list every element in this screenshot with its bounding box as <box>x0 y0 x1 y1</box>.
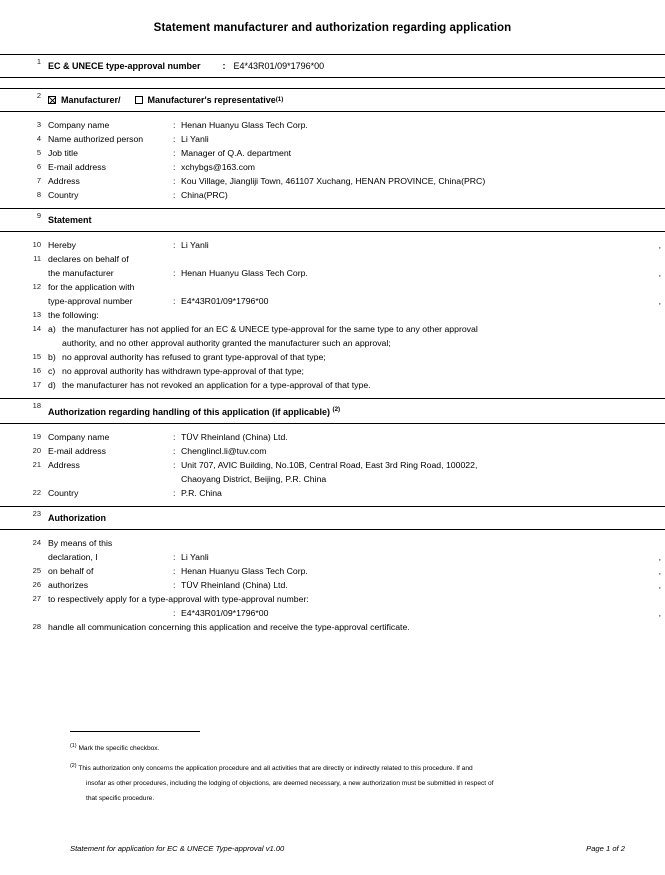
detail-row <box>0 118 665 132</box>
field-value: Unit 707, AVIC Building, No.10B, Central Road, East 3rd Ring Road, 100022, <box>181 460 478 470</box>
approval-number-separator: : <box>222 61 226 71</box>
authorization-row <box>0 564 665 578</box>
line-number: 28 <box>32 622 41 631</box>
line-number: 10 <box>32 240 41 249</box>
statement-label: Statement <box>48 215 92 225</box>
field-value: Manager of Q.A. department <box>181 148 292 158</box>
field-label: declares on behalf of <box>48 254 129 264</box>
field-value: Henan Huanyu Glass Tech Corp. <box>181 268 308 278</box>
statement-row <box>0 252 665 280</box>
line-number: 11 <box>33 254 41 263</box>
line-number: 13 <box>32 310 41 319</box>
detail-row <box>0 132 665 146</box>
authorization-details <box>0 430 665 500</box>
field-label: Job title <box>48 148 78 158</box>
page-title: Statement manufacturer and authorization regarding application <box>153 22 512 34</box>
field-value: Henan Huanyu Glass Tech Corp. <box>181 566 308 576</box>
field-label: Address <box>48 460 80 470</box>
field-value: Kou Village, Jiangliji Town, 461107 Xuchang, HENAN PROVINCE, China(PRC) <box>181 176 486 186</box>
authorization-body <box>0 536 665 634</box>
field-label: Address <box>48 176 80 186</box>
detail-row <box>0 444 665 458</box>
field-separator: : <box>173 296 176 306</box>
line-number: 26 <box>32 580 41 589</box>
detail-row <box>0 188 665 202</box>
item-text-line2: authority, and no other approval authority granted the manufacturer such an approval; <box>62 338 391 348</box>
item-text: no approval authority has withdrawn type-approval of that type; <box>62 366 304 376</box>
field-label: By means of this <box>48 538 113 548</box>
field-label: Name authorized person <box>48 134 144 144</box>
field-separator: : <box>173 432 176 442</box>
footnotes <box>70 731 625 809</box>
field-value: TÜV Rheinland (China) Ltd. <box>181 580 288 590</box>
footnote-divider <box>70 731 200 732</box>
footnote-marker-1: (1) <box>275 96 284 103</box>
field-separator: : <box>173 190 176 200</box>
item-marker: b) <box>48 352 56 362</box>
line-number: 5 <box>36 148 41 157</box>
field-value-line2: Chaoyang District, Beijing, P.R. China <box>181 474 327 484</box>
representative-checkbox[interactable] <box>135 96 143 104</box>
field-separator: : <box>173 608 176 618</box>
field-separator: : <box>173 580 176 590</box>
field-label: on behalf of <box>48 566 94 576</box>
detail-row <box>0 486 665 500</box>
field-value: xchybgs@163.com <box>181 162 256 172</box>
field-label: Country <box>48 488 79 498</box>
field-value: Chenglincl.li@tuv.com <box>181 446 267 456</box>
item-marker: a) <box>48 324 56 334</box>
field-value: TÜV Rheinland (China) Ltd. <box>181 432 288 442</box>
line-number: 24 <box>32 538 41 547</box>
field-separator: : <box>173 162 176 172</box>
footnote-1 <box>70 739 625 756</box>
line-number: 25 <box>32 566 41 575</box>
line-number: 4 <box>36 134 41 143</box>
field-value: Henan Huanyu Glass Tech Corp. <box>181 120 308 130</box>
authorization-row <box>0 578 665 592</box>
authorization-section-header <box>0 506 665 530</box>
authorization-label: Authorization <box>48 513 106 523</box>
field-value: E4*43R01/09*1796*00 <box>181 296 269 306</box>
field-label: E-mail address <box>48 446 106 456</box>
item-text: no approval authority has refused to grant type-approval of that type; <box>62 352 326 362</box>
line-number: 14 <box>32 324 41 333</box>
line-number: 7 <box>36 176 41 185</box>
line-number: 19 <box>32 432 41 441</box>
line-number: 16 <box>32 366 41 375</box>
field-separator: : <box>173 488 176 498</box>
manufacturer-label: Manufacturer/ <box>61 95 121 105</box>
statement-row <box>0 280 665 308</box>
line-number: 8 <box>36 190 41 199</box>
field-label: Hereby <box>48 240 77 250</box>
field-label: Company name <box>48 432 110 442</box>
statement-item <box>0 322 665 350</box>
trailing-comma: , <box>658 608 661 618</box>
line-number: 22 <box>32 488 41 497</box>
detail-row <box>0 458 665 486</box>
field-separator: : <box>173 134 176 144</box>
footnote-2-marker: (2) <box>70 762 77 769</box>
statement-item <box>0 350 665 364</box>
authorization-row <box>0 536 665 564</box>
statement-item <box>0 378 665 392</box>
detail-row <box>0 146 665 160</box>
field-value: China(PRC) <box>181 190 228 200</box>
field-label-line2: declaration, I <box>48 552 98 562</box>
field-separator: : <box>173 566 176 576</box>
authorization-closing <box>0 592 665 620</box>
field-value: Li Yanli <box>181 134 209 144</box>
document-page <box>0 22 665 875</box>
authorization-closing-2 <box>0 620 665 634</box>
communication-text: handle all communication concerning this application and receive the type-approval certificate. <box>48 622 410 632</box>
manufacturer-checkbox[interactable] <box>48 96 56 104</box>
field-label: E-mail address <box>48 162 106 172</box>
statement-item <box>0 364 665 378</box>
line-number: 12 <box>32 282 41 291</box>
line-number: 21 <box>32 460 41 469</box>
trailing-comma: , <box>658 580 661 590</box>
trailing-comma: , <box>658 268 661 278</box>
field-value: P.R. China <box>181 488 222 498</box>
footnote-2-text-line2: insofar as other procedures, including the lodging of objections, are deemed necessary, a new authorization must be submitted in respect of <box>86 780 494 787</box>
authorization-handling-header <box>0 398 665 424</box>
approval-number-section <box>0 54 665 78</box>
field-separator: : <box>173 460 176 470</box>
field-value: Li Yanli <box>181 552 209 562</box>
detail-row <box>0 160 665 174</box>
apply-approval-number: E4*43R01/09*1796*00 <box>181 608 269 618</box>
field-separator: : <box>173 552 176 562</box>
line-number: 3 <box>36 120 41 129</box>
item-text: the manufacturer has not revoked an application for a type-approval of that type. <box>62 380 371 390</box>
field-separator: : <box>173 176 176 186</box>
line-number: 27 <box>32 594 41 603</box>
footnote-2-text-line3: that specific procedure. <box>86 795 155 802</box>
field-label: Country <box>48 190 79 200</box>
line-number: 6 <box>36 162 41 171</box>
footnote-1-text: Mark the specific checkbox. <box>78 744 160 752</box>
footnote-2-text: This authorization only concerns the application procedure and all activities that are directly or indirectly related to this procedure. If and <box>78 765 473 772</box>
item-marker: c) <box>48 366 56 376</box>
page-footer <box>70 844 625 853</box>
representative-label: Manufacturer's representative <box>147 95 276 105</box>
approval-number-label: EC & UNECE type-approval number <box>48 61 201 71</box>
line-number: 2 <box>36 91 41 100</box>
line-number: 15 <box>32 352 41 361</box>
detail-row <box>0 430 665 444</box>
apply-text: to respectively apply for a type-approval with type-approval number: <box>48 594 309 604</box>
line-number: 9 <box>36 211 41 220</box>
line-number: 18 <box>32 401 41 410</box>
trailing-comma: , <box>658 552 661 562</box>
line-number: 1 <box>36 57 41 66</box>
field-label: Company name <box>48 120 110 130</box>
authorization-handling-label: Authorization regarding handling of this application (if applicable) <box>48 407 331 417</box>
manufacturer-details <box>0 118 665 202</box>
footer-right: Page 1 of 2 <box>586 844 625 853</box>
item-marker: d) <box>48 380 56 390</box>
trailing-comma: , <box>658 296 661 306</box>
approval-number-value: E4*43R01/09*1796*00 <box>233 61 325 71</box>
line-number: 17 <box>32 380 41 389</box>
footer-left: Statement for application for EC & UNECE Type-approval v1.00 <box>70 844 285 853</box>
field-separator: : <box>173 240 176 250</box>
footnote-marker-2: (2) <box>332 406 341 413</box>
detail-row <box>0 174 665 188</box>
field-label: the following: <box>48 310 99 320</box>
manufacturer-header-section <box>0 88 665 112</box>
field-label-line2: type-approval number <box>48 296 133 306</box>
field-separator: : <box>173 120 176 130</box>
footnote-1-marker: (1) <box>70 742 77 749</box>
footnote-2 <box>70 759 625 806</box>
field-value: Li Yanli <box>181 240 209 250</box>
field-separator: : <box>173 268 176 278</box>
field-label: authorizes <box>48 580 89 590</box>
field-label-line2: the manufacturer <box>48 268 114 278</box>
statement-section-header <box>0 208 665 232</box>
statement-body <box>0 238 665 392</box>
field-separator: : <box>173 446 176 456</box>
trailing-comma: , <box>658 240 661 250</box>
field-label: for the application with <box>48 282 135 292</box>
line-number: 20 <box>32 446 41 455</box>
statement-row <box>0 238 665 252</box>
statement-row <box>0 308 665 322</box>
line-number: 23 <box>32 509 41 518</box>
field-separator: : <box>173 148 176 158</box>
item-text: the manufacturer has not applied for an EC & UNECE type-approval for the same type to any other approval <box>62 324 478 334</box>
trailing-comma: , <box>658 566 661 576</box>
